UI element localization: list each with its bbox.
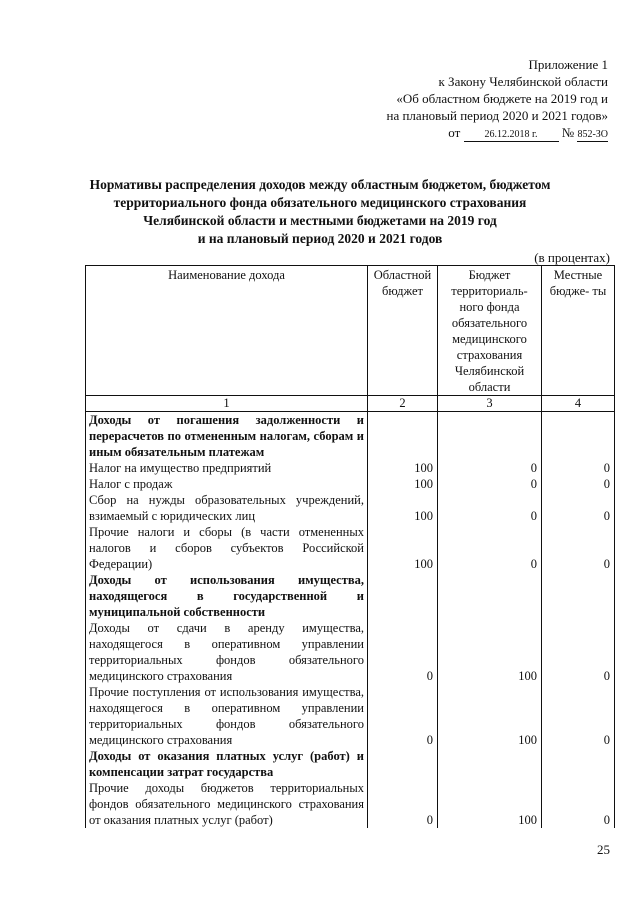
table-row xyxy=(86,684,615,748)
row-fund: 0 xyxy=(438,476,542,492)
header-local: Местные бюдже- ты xyxy=(542,266,615,396)
row-local: 0 xyxy=(542,780,615,828)
table-row-section xyxy=(86,412,615,461)
row-regional: 0 xyxy=(368,684,438,748)
row-name: Прочие налоги и сборы (в части отмененных налогов и сборов субъектов Российской Федерации) xyxy=(86,524,368,572)
law-number: 852-ЗО xyxy=(577,129,608,140)
header-name: Наименование дохода xyxy=(86,266,368,396)
row-fund: 0 xyxy=(438,460,542,476)
number-label: № xyxy=(561,125,575,140)
row-name: Доходы от оказания платных услуг (работ) и компенсации затрат государства xyxy=(86,748,368,780)
row-name: Доходы от использования имущества, находящегося в государственной и муниципальной собственности xyxy=(86,572,368,620)
row-name: Налог с продаж xyxy=(86,476,368,492)
appendix-law-name-2: на плановый период 2020 и 2021 годов» xyxy=(386,108,608,123)
row-regional: 0 xyxy=(368,620,438,684)
title-line-3: Челябинской области и местными бюджетами на 2019 год xyxy=(143,213,497,228)
row-fund: 0 xyxy=(438,524,542,572)
row-fund xyxy=(438,748,542,780)
table-row xyxy=(86,476,615,492)
row-local: 0 xyxy=(542,460,615,476)
from-label: от xyxy=(448,125,461,140)
header-fund: Бюджет территориаль- ного фонда обязательного медицинского страхования Челябинской области xyxy=(438,266,542,396)
row-fund: 100 xyxy=(438,620,542,684)
table-row xyxy=(86,460,615,476)
row-regional xyxy=(368,412,438,461)
revenue-table xyxy=(85,265,615,828)
row-fund: 100 xyxy=(438,780,542,828)
table-row xyxy=(86,620,615,684)
table-row-section xyxy=(86,572,615,620)
row-fund: 0 xyxy=(438,492,542,524)
table-row-section xyxy=(86,748,615,780)
row-regional xyxy=(368,748,438,780)
column-number: 1 xyxy=(86,396,368,412)
row-regional: 100 xyxy=(368,524,438,572)
row-local: 0 xyxy=(542,684,615,748)
document-title xyxy=(60,176,580,248)
row-name: Налог на имущество предприятий xyxy=(86,460,368,476)
row-name: Прочие доходы бюджетов территориальных фондов обязательного медицинского страхования от оказания платных услуг (работ) xyxy=(86,780,368,828)
table-row xyxy=(86,524,615,572)
appendix-date-number xyxy=(387,124,609,142)
row-local: 0 xyxy=(542,492,615,524)
units-label: (в процентах) xyxy=(534,250,610,265)
row-fund xyxy=(438,412,542,461)
row-fund: 100 xyxy=(438,684,542,748)
column-number: 2 xyxy=(368,396,438,412)
title-line-2: территориального фонда обязательного медицинского страхования xyxy=(113,195,527,210)
row-local: 0 xyxy=(542,524,615,572)
appendix-law-name-1: «Об областном бюджете на 2019 год и xyxy=(396,91,608,106)
row-regional: 100 xyxy=(368,492,438,524)
title-line-4: и на плановый период 2020 и 2021 годов xyxy=(197,231,443,246)
row-regional xyxy=(368,572,438,620)
column-number: 3 xyxy=(438,396,542,412)
title-line-1: Нормативы распределения доходов между областным бюджетом, бюджетом xyxy=(89,177,551,192)
row-local: 0 xyxy=(542,620,615,684)
table-row xyxy=(86,492,615,524)
row-regional: 100 xyxy=(368,476,438,492)
row-name: Доходы от сдачи в аренду имущества, находящегося в оперативном управлении территориальных фондов обязательного медицинского страхования xyxy=(86,620,368,684)
row-local xyxy=(542,748,615,780)
row-local: 0 xyxy=(542,476,615,492)
row-fund xyxy=(438,572,542,620)
table-header-row xyxy=(86,266,615,396)
row-name: Сбор на нужды образовательных учреждений, взимаемый с юридических лиц xyxy=(86,492,368,524)
law-date: 26.12.2018 г. xyxy=(464,129,559,142)
row-local xyxy=(542,572,615,620)
appendix-header xyxy=(387,56,609,142)
appendix-law-ref: к Закону Челябинской области xyxy=(438,74,608,89)
column-numbers-row xyxy=(86,396,615,412)
row-regional: 0 xyxy=(368,780,438,828)
row-name: Доходы от погашения задолженности и перерасчетов по отмененным налогам, сборам и иным обязательным платежам xyxy=(86,412,368,461)
row-regional: 100 xyxy=(368,460,438,476)
column-number: 4 xyxy=(542,396,615,412)
row-local xyxy=(542,412,615,461)
page-number: 25 xyxy=(597,842,610,857)
row-name: Прочие поступления от использования имущества, находящегося в оперативном управлении территориальных фондов обязательного медицинского страхования xyxy=(86,684,368,748)
table-row xyxy=(86,780,615,828)
header-regional: Областной бюджет xyxy=(368,266,438,396)
appendix-title: Приложение 1 xyxy=(528,57,608,72)
